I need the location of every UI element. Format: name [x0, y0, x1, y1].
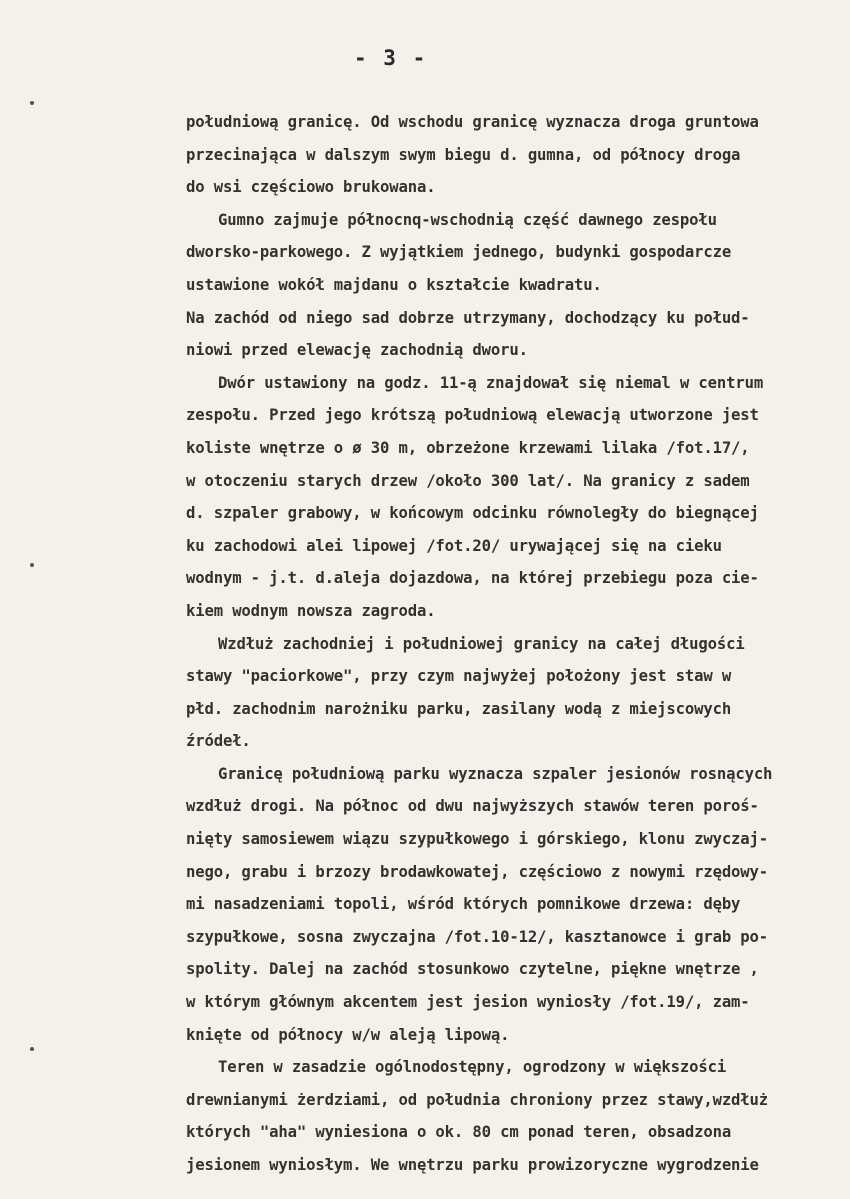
text-line: do wsi częściowo brukowana. [186, 178, 436, 197]
text-line: w otoczeniu starych drzew /około 300 lat/. Na granicy z sadem [186, 471, 750, 490]
text-line: nięty samosiewem wiązu szypułkowego i górskiego, klonu zwyczaj- [186, 830, 769, 849]
text-line: Wzdłuż zachodniej i południowej granicy na całej długości [218, 634, 745, 653]
text-line: szypułkowe, sosna zwyczajna /fot.10-12/, kasztanowce i grab po- [186, 927, 769, 946]
text-line: ku zachodowi alei lipowej /fot.20/ urywającej się na cieku [186, 536, 722, 555]
text-line: Granicę południową parku wyznacza szpaler jesionów rosnących [218, 764, 773, 783]
text-line: wodnym - j.t. d.aleja dojazdowa, na której przebiegu poza cie- [186, 569, 759, 588]
text-line: Gumno zajmuje północnq-wschodnią część dawnego zespołu [218, 210, 717, 229]
text-line: drewnianymi żerdziami, od południa chroniony przez stawy,wzdłuż [186, 1090, 769, 1109]
text-line: wzdłuż drogi. Na północ od dwu najwyższych stawów teren poroś- [186, 797, 759, 816]
text-line: zespołu. Przed jego krótszą południową elewacją utworzone jest [186, 406, 759, 425]
text-line: Dwór ustawiony na godz. 11-ą znajdował się niemal w centrum [218, 373, 764, 392]
text-line: płd. zachodnim narożniku parku, zasilany wodą z miejscowych [186, 699, 732, 718]
margin-mark [30, 101, 34, 105]
text-line: przecinająca w dalszym swym biegu d. gumna, od północy droga [186, 145, 741, 164]
text-line: niowi przed elewację zachodnią dworu. [186, 341, 528, 360]
text-line: Teren w zasadzie ogólnodostępny, ogrodzony w większości [218, 1058, 727, 1077]
text-line: kiem wodnym nowsza zagroda. [186, 601, 436, 620]
text-line: południową granicę. Od wschodu granicę wyznacza droga gruntowa [186, 113, 759, 131]
text-line: koliste wnętrze o ø 30 m, obrzeżone krzewami lilaka /fot.17/, [186, 438, 750, 457]
text-line: knięte od północy w/w aleją lipową. [186, 1025, 510, 1044]
text-line: jesionem wyniosłym. We wnętrzu parku prowizoryczne wygrodzenie [186, 1156, 759, 1174]
text-line: których "aha" wyniesiona o ok. 80 cm ponad teren, obsadzona [186, 1123, 732, 1142]
text-line: dworsko-parkowego. Z wyjątkiem jednego, budynki gospodarcze [186, 243, 732, 262]
margin-mark [30, 563, 34, 567]
text-line: w którym głównym akcentem jest jesion wyniosły /fot.19/, zam- [186, 993, 750, 1012]
text-line: ustawione wokół majdanu o kształcie kwadratu. [186, 275, 602, 294]
text-line: mi nasadzeniami topoli, wśród których pomnikowe drzewa: dęby [186, 895, 741, 914]
text-line: Na zachód od niego sad dobrze utrzymany, dochodzący ku połud- [186, 308, 750, 327]
text-line: spolity. Dalej na zachód stosunkowo czytelne, piękne wnętrze , [186, 960, 759, 979]
typed-body-text [186, 106, 834, 1182]
text-line: nego, grabu i brzozy brodawkowatej, częściowo z nowymi rzędowy- [186, 862, 769, 881]
page-number: - 3 - [354, 46, 428, 70]
margin-mark [30, 1047, 34, 1051]
text-line: stawy "paciorkowe", przy czym najwyżej położony jest staw w [186, 667, 732, 686]
text-line: d. szpaler grabowy, w końcowym odcinku równoległy do biegnącej [186, 504, 759, 523]
text-line: źródeł. [186, 732, 251, 751]
